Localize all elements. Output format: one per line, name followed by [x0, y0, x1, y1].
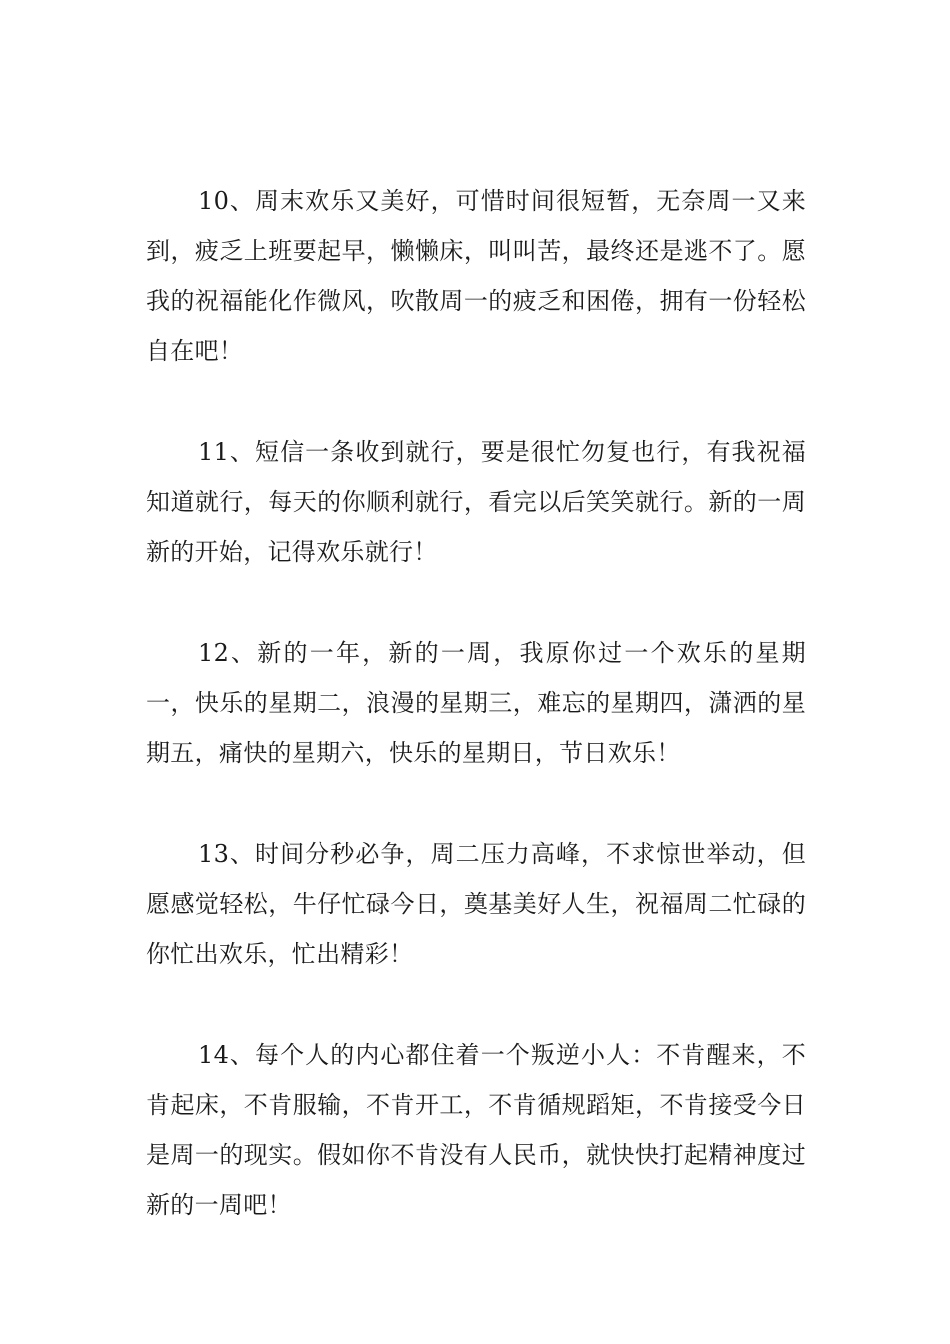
paragraph-14: 14、每个人的内心都住着一个叛逆小人：不肯醒来，不肯起床，不肯服输，不肯开工，不肯循规蹈矩，不肯接受今日是周一的现实。假如你不肯没有人民币，就快快打起精神度过新的一周吧！: [146, 1041, 806, 1219]
paragraph-11: 11、短信一条收到就行，要是很忙勿复也行，有我祝福知道就行，每天的你顺利就行，看完以后笑笑就行。新的一周新的开始，记得欢乐就行！: [146, 438, 806, 566]
document-body: [146, 176, 806, 1281]
paragraph-13: 13、时间分秒必争，周二压力高峰，不求惊世举动，但愿感觉轻松，牛仔忙碌今日，奠基美好人生，祝福周二忙碌的你忙出欢乐，忙出精彩！: [146, 840, 806, 968]
paragraph-10: 10、周末欢乐又美好，可惜时间很短暂，无奈周一又来到，疲乏上班要起早，懒懒床，叫叫苦，最终还是逃不了。愿我的祝福能化作微风，吹散周一的疲乏和困倦，拥有一份轻松自在吧！: [146, 187, 806, 365]
paragraph-12: 12、新的一年，新的一周，我原你过一个欢乐的星期一，快乐的星期二，浪漫的星期三，难忘的星期四，潇洒的星期五，痛快的星期六，快乐的星期日，节日欢乐！: [146, 639, 806, 767]
